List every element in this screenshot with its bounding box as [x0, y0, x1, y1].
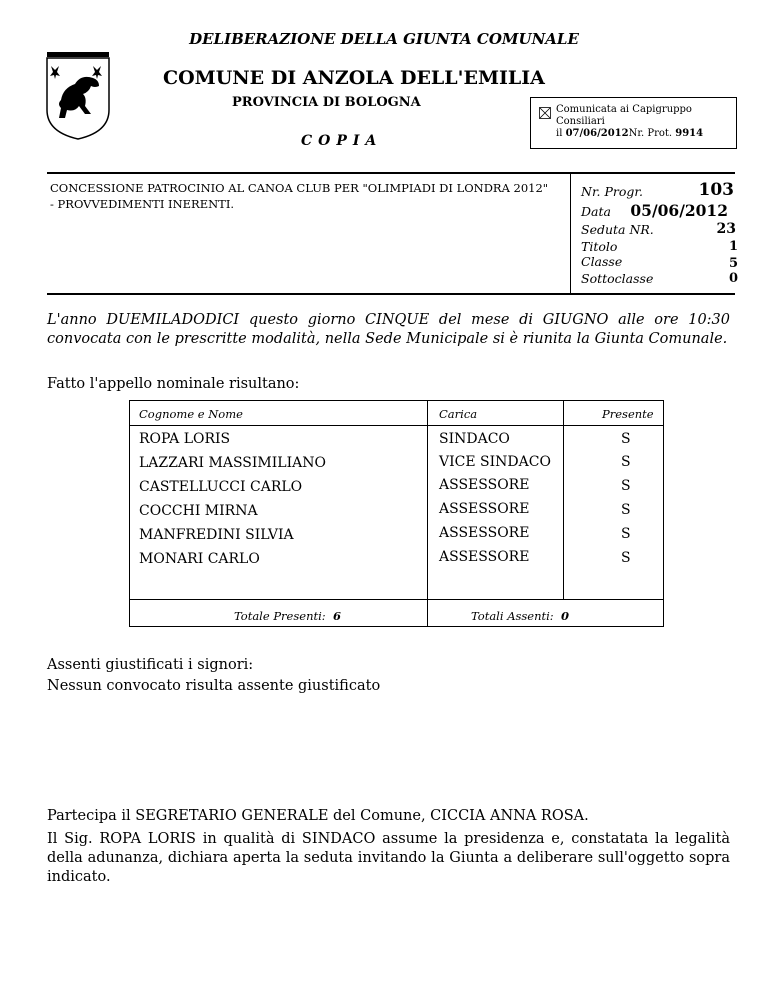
titolo-label: Titolo: [581, 239, 618, 254]
row-3-presente: S: [621, 478, 631, 494]
data-label: Data: [581, 204, 611, 219]
communication-text: [556, 104, 736, 140]
attendance-table: [129, 400, 664, 627]
row-5-name: MANFREDINI SILVIA: [139, 527, 294, 543]
communication-il: il: [556, 128, 563, 139]
row-4-carica: ASSESSORE: [439, 501, 530, 517]
data-value: 05/06/2012: [630, 201, 728, 220]
document-heading: DELIBERAZIONE DELLA GIUNTA COMUNALE: [189, 30, 579, 48]
presidenza-statement: Il Sig. ROPA LORIS in qualità di SINDACO assume la presidenza e, constatata la legalità della adunanza, dichiara aperta la seduta invitando la Giunta a deliberare sull'oggetto sopra indicato.: [47, 831, 730, 885]
meta-seduta: [581, 222, 738, 240]
attendance-header-rule: [130, 425, 663, 426]
communication-line1: Comunicata ai Capigruppo Consiliari: [556, 104, 692, 127]
attendance-col-divider-1: [427, 401, 428, 626]
row-6-presente: S: [621, 550, 631, 566]
classe-value: 5: [728, 256, 738, 271]
meeting-intro: L'anno DUEMILADODICI questo giorno CINQUE del mese di GIUGNO alle ore 10:30 convocata con le prescritte modalità, nella Sede Municipale si è riunita la Giunta Comunale.: [47, 312, 730, 347]
bottom-divider: [47, 293, 735, 295]
totale-presenti-value: 6: [332, 609, 341, 623]
row-6-name: MONARI CARLO: [139, 551, 260, 567]
row-2-presente: S: [621, 454, 631, 470]
totali-assenti: [471, 609, 569, 623]
municipal-crest-emblem: [45, 52, 111, 140]
deliberation-subject: CONCESSIONE PATROCINIO AL CANOA CLUB PER "OLIMPIADI DI LONDRA 2012" - PROVVEDIMENTI INERENTI.: [50, 181, 549, 211]
row-1-name: ROPA LORIS: [139, 431, 231, 447]
top-divider: [47, 172, 735, 174]
copia-label: COPIA: [301, 133, 383, 149]
partecipa-statement: Partecipa il SEGRETARIO GENERALE del Comune, CICCIA ANNA ROSA.: [47, 808, 589, 824]
checkbox-checked-icon: [539, 107, 551, 119]
row-2-name: LAZZARI MASSIMILIANO: [139, 455, 326, 471]
seduta-value: 23: [716, 221, 736, 237]
row-4-name: COCCHI MIRNA: [139, 503, 258, 519]
totale-presenti: [234, 609, 341, 623]
sottoclasse-label: Sottoclasse: [581, 271, 654, 286]
communication-box: [530, 97, 737, 149]
communication-prot-number: 9914: [675, 128, 704, 139]
attendance-totals-rule: [130, 599, 663, 600]
communication-line2: [556, 128, 736, 140]
communication-prot-label: Nr. Prot.: [628, 128, 673, 139]
meta-sottoclasse: [581, 271, 738, 287]
header-presente: Presente: [602, 407, 654, 421]
totali-assenti-value: 0: [561, 609, 570, 623]
header-carica: Carica: [439, 407, 478, 421]
row-3-name: CASTELLUCCI CARLO: [139, 479, 303, 495]
comune-name: COMUNE DI ANZOLA DELL'EMILIA: [163, 67, 545, 89]
header-cognome-nome: Cognome e Nome: [139, 407, 243, 421]
row-4-presente: S: [621, 502, 631, 518]
assenti-label: Assenti giustificati i signori:: [47, 657, 254, 673]
titolo-value: 1: [728, 239, 738, 254]
meta-titolo: [581, 239, 738, 255]
nr-progr-label: Nr. Progr.: [581, 184, 643, 199]
assenti-value: Nessun convocato risulta assente giustificato: [47, 678, 381, 694]
totale-presenti-label: Totale Presenti:: [234, 609, 326, 623]
row-1-carica: SINDACO: [439, 431, 510, 447]
row-5-carica: ASSESSORE: [439, 525, 530, 541]
provincia-name: PROVINCIA DI BOLOGNA: [232, 95, 421, 110]
row-6-carica: ASSESSORE: [439, 549, 530, 565]
row-5-presente: S: [621, 526, 631, 542]
row-3-carica: ASSESSORE: [439, 477, 530, 493]
row-1-presente: S: [621, 431, 631, 447]
meta-classe: [581, 254, 738, 270]
communication-date: 07/06/2012: [565, 128, 629, 139]
roll-call-label: Fatto l'appello nominale risultano:: [47, 376, 300, 392]
sottoclasse-value: 0: [728, 271, 738, 286]
row-2-carica: VICE SINDACO: [439, 454, 551, 470]
nr-progr-value: 103: [698, 180, 734, 200]
attendance-col-divider-2: [563, 401, 564, 599]
meta-divider: [570, 172, 571, 295]
totali-assenti-label: Totali Assenti:: [471, 609, 554, 623]
seduta-label: Seduta NR.: [581, 222, 654, 237]
classe-label: Classe: [581, 254, 623, 269]
